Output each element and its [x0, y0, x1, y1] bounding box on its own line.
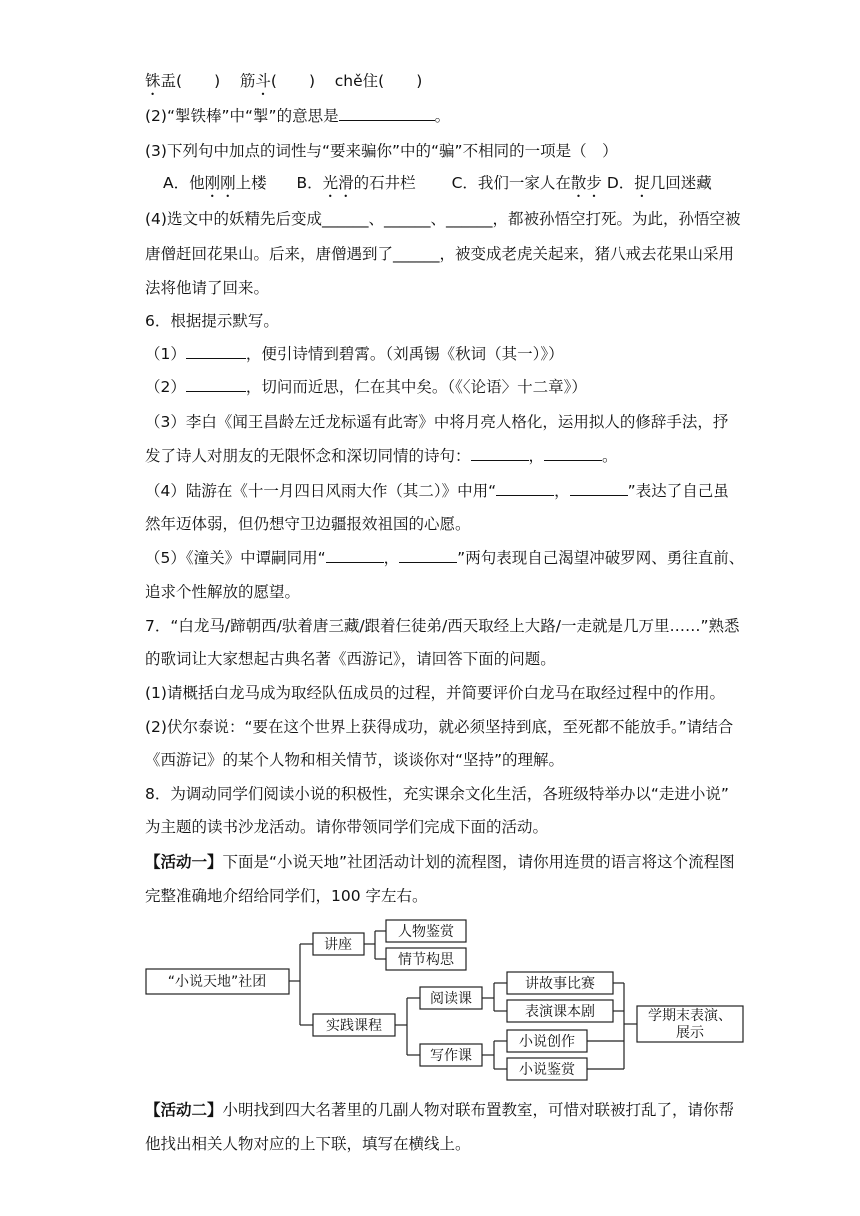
- q6-item5-line2: 追求个性解放的愿望。: [145, 583, 301, 601]
- q6-item4-line1: （4）陆游在《十一月四日风雨大作（其二）》中用“ ， ”表达了自己虽: [145, 482, 729, 500]
- flow-character-label: 人物鉴赏: [398, 924, 454, 940]
- q8-line2: 为主题的读书沙龙活动。请你带领同学们完成下面的活动。: [145, 818, 549, 836]
- q5-pinyin-line: 铢盂( ) 筋斗( ) chě住( ): [145, 72, 423, 90]
- q5-part3: (3)下列句中加点的词性与“要来骗你”中的“骗”不相同的一项是（ ）: [145, 142, 618, 160]
- q6-item3-line1: （3）李白《闻王昌龄左迁龙标遥有此寄》中将月亮人格化，运用拟人的修辞手法，抒: [145, 413, 729, 431]
- q7-line1: 7．“白龙马/蹄朝西/驮着唐三藏/跟着仨徒弟/西天取经上大路/一走就是几万里……”熟悉: [145, 617, 740, 635]
- q5-part4-line3: 法将他请了回来。: [145, 279, 270, 297]
- q5-part2: (2)“掣铁棒”中“掣”的意思是 。: [145, 107, 451, 125]
- flow-plot-label: 情节构思: [398, 952, 454, 968]
- q6-item3-line2: 发了诗人对朋友的无限怀念和深切同情的诗句： ， 。: [145, 447, 618, 465]
- flow-root-label: “小说天地”社团: [167, 974, 267, 990]
- flow-final-label-2: 展示: [676, 1025, 704, 1041]
- q8-activity2-line2: 他找出相关人物对应的上下联，填写在横线上。: [145, 1135, 471, 1153]
- q8-line1: 8．为调动同学们阅读小说的积极性，充实课余文化生活，各班级特举办以“走进小说”: [145, 785, 729, 803]
- q8-activity2-line1: 【活动二】小明找到四大名著里的几副人物对联布置教室，可惜对联被打乱了，请你帮: [145, 1101, 735, 1119]
- q8-activity1-line1: 【活动一】下面是“小说天地”社团活动计划的流程图，请你用连贯的语言将这个流程图: [145, 853, 735, 871]
- flow-lecture-label: 讲座: [324, 937, 352, 953]
- flow-reading-label: 阅读课: [430, 991, 472, 1007]
- q8-activity1-line2: 完整准确地介绍给同学们，100 字左右。: [145, 887, 428, 905]
- flow-story-label: 讲故事比赛: [525, 976, 595, 992]
- option-b[interactable]: B．光滑的石井栏: [296, 174, 416, 192]
- flow-drama-label: 表演课本剧: [525, 1004, 595, 1020]
- flow-practice-label: 实践课程: [326, 1018, 382, 1034]
- option-a[interactable]: A．他刚刚上楼: [163, 174, 267, 192]
- q7-line2: 的歌词让大家想起古典名著《西游记》，请回答下面的问题。: [145, 650, 556, 668]
- q6-heading: 6．根据提示默写。: [145, 312, 279, 330]
- q6-item1: （1） ，便引诗情到碧霄。（刘禹锡《秋词（其一）》）: [145, 345, 564, 363]
- q6-item5-line1: （5）《潼关》中谭嗣同用“ ， ”两句表现自己渴望冲破罗网、勇往直前、: [145, 549, 745, 567]
- q7-part2-line1: (2)伏尔泰说：“要在这个世界上获得成功，就必须坚持到底，至死都不能放手。”请结合: [145, 718, 734, 736]
- q7-part1: (1)请概括白龙马成为取经队伍成员的过程，并简要评价白龙马在取经过程中的作用。: [145, 684, 725, 702]
- q6-item4-line2: 然年迈体弱，但仍想守卫边疆报效祖国的心愿。: [145, 515, 471, 533]
- q6-item2: （2） ，切问而近思，仁在其中矣。（《〈论语〉十二章》）: [145, 378, 587, 396]
- q5-part4-line2: 唐僧赶回花果山。后来，唐僧遇到了______，被变成老虎关起来，猪八戒去花果山采用: [145, 245, 735, 263]
- flow-final-label-1: 学期末表演、: [648, 1008, 732, 1024]
- flow-appreciate-label: 小说鉴赏: [519, 1062, 575, 1078]
- option-c[interactable]: C．我们一家人在散步: [451, 174, 602, 192]
- flow-create-label: 小说创作: [519, 1034, 575, 1050]
- flow-writing-label: 写作课: [430, 1048, 472, 1064]
- q7-part2-line2: 《西游记》的某个人物和相关情节，谈谈你对“坚持”的理解。: [145, 751, 565, 769]
- option-d[interactable]: D．捉几回迷藏: [606, 174, 712, 192]
- q5-part4-line1: (4)选文中的妖精先后变成______、______、______，都被孙悟空打死。为此，孙悟空被: [145, 210, 741, 228]
